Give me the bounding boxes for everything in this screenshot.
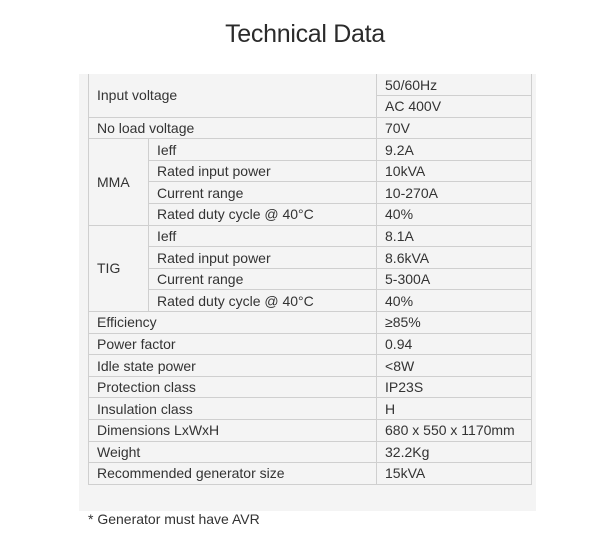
table-row-mma [89,160,532,182]
row-label: Protection class [89,376,377,398]
table-row-tig [89,225,532,247]
table-row-power-factor [89,333,532,355]
row-value: 10kVA [377,160,532,182]
row-value: 40% [377,290,532,312]
row-value: 9.2A [377,139,532,161]
row-label: Ieff [149,225,377,247]
table-row-dimensions [89,420,532,442]
row-value: 8.6kVA [377,247,532,269]
row-value: AC 400V [377,96,532,118]
row-value: 0.94 [377,333,532,355]
row-value: <8W [377,355,532,377]
row-value: 40% [377,204,532,226]
table-row-mma [89,182,532,204]
row-label: Weight [89,441,377,463]
row-label: Rated duty cycle @ 40°C [149,290,377,312]
table-row-weight [89,441,532,463]
footnote: * Generator must have AVR [88,511,260,527]
page-title: Technical Data [225,20,385,48]
table-row-insulation-class [89,398,532,420]
row-value: 50/60Hz [377,74,532,96]
row-label: Insulation class [89,398,377,420]
table-row-mma [89,204,532,226]
technical-data-table [88,74,532,485]
table-row-tig [89,268,532,290]
table-row-tig [89,290,532,312]
row-value: 680 x 550 x 1170mm [377,420,532,442]
row-value: 32.2Kg [377,441,532,463]
row-label: Rated duty cycle @ 40°C [149,204,377,226]
row-value: IP23S [377,376,532,398]
row-value: 10-270A [377,182,532,204]
row-value: 70V [377,117,532,139]
row-label: Recommended generator size [89,463,377,485]
row-value: 5-300A [377,268,532,290]
table-row-idle-state-power [89,355,532,377]
table-row-generator-size [89,463,532,485]
row-value: 8.1A [377,225,532,247]
group-label-mma: MMA [89,139,149,225]
row-value: ≥85% [377,312,532,334]
row-label: Rated input power [149,247,377,269]
table-row-protection-class [89,376,532,398]
table-row-efficiency [89,312,532,334]
row-label: Current range [149,182,377,204]
row-value: H [377,398,532,420]
row-label: Rated input power [149,160,377,182]
row-label: Current range [149,268,377,290]
row-label: Dimensions LxWxH [89,420,377,442]
table-row-tig [89,247,532,269]
row-label: Power factor [89,333,377,355]
table-row-mma [89,139,532,161]
row-label: Ieff [149,139,377,161]
group-label-tig: TIG [89,225,149,311]
row-label: Efficiency [89,312,377,334]
row-label: Input voltage [89,74,377,117]
table-row-input-voltage [89,74,532,96]
row-label: Idle state power [89,355,377,377]
table-row-no-load-voltage [89,117,532,139]
row-value: 15kVA [377,463,532,485]
row-label: No load voltage [89,117,377,139]
